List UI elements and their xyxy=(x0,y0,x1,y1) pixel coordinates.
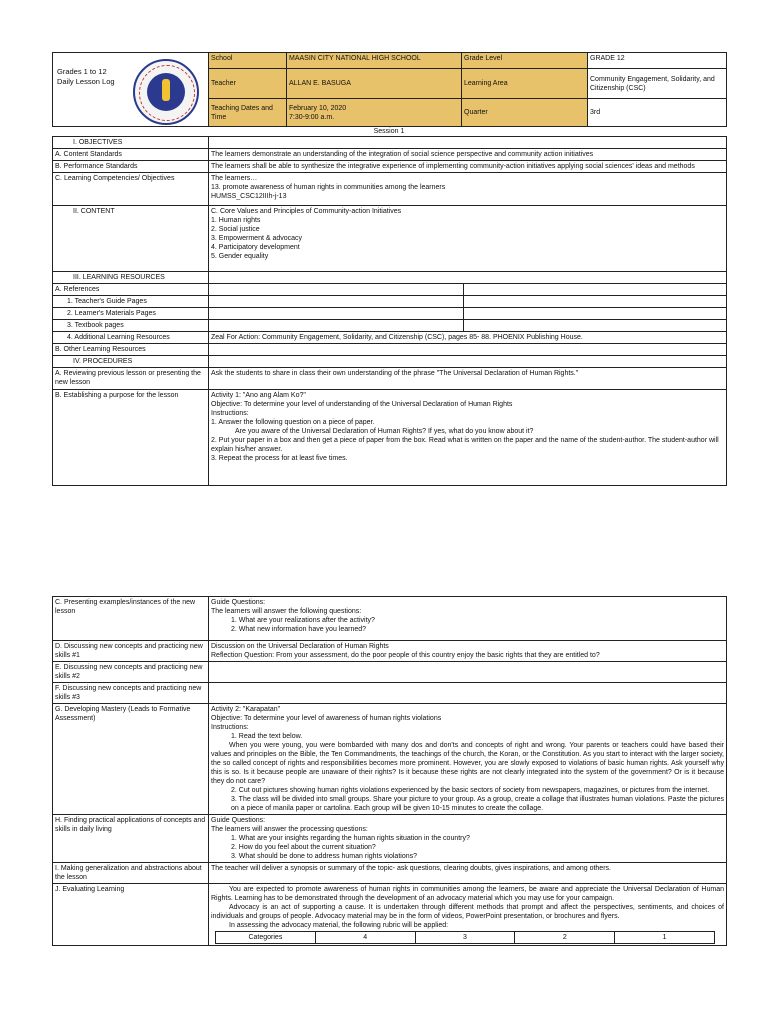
header-table xyxy=(52,52,727,127)
guide-questions-cell xyxy=(209,597,727,641)
main-table xyxy=(52,136,727,486)
activity-2-instructions: Instructions: xyxy=(211,724,249,731)
rubric-header: 4 xyxy=(315,932,415,944)
quarter-value xyxy=(588,99,727,127)
blank-cell xyxy=(209,137,727,149)
activity-1-objective: Objective: To determine your level of understanding of the Universal Declaration of Human Rights xyxy=(211,401,513,408)
evaluation-paragraph: You are expected to promote awareness of human rights in communities among the learners, be aware and appreciate the Universal Declaration of Human Rights. Learning has to be demonstrated through the development of an advocacy material which you may use for your campaign. xyxy=(211,886,724,902)
activity-2-title: Activity 2: "Karapatan" xyxy=(211,706,281,713)
processing-question: 2. How do you feel about the current situation? xyxy=(231,844,376,851)
dates-value: February 10, 2020 7:30-9:00 a.m. xyxy=(287,99,462,127)
activity-1-step-2: 2. Put your paper in a box and then get a piece of paper from the box. Read what is written on the paper and the name of the student-author. The student-author will explain his/her answer. xyxy=(211,437,719,453)
guide-question: 2. What new information have you learned? xyxy=(231,626,367,633)
blank-cell xyxy=(464,308,727,320)
activity-1-step-1: 1. Answer the following question on a piece of paper. xyxy=(211,419,375,426)
rubric-header: Categories xyxy=(216,932,316,944)
quarter-label: Quarter xyxy=(462,99,588,127)
content-heading: II. CONTENT xyxy=(53,206,209,272)
activity-2-reading: When you were young, you were bombarded with many dos and don'ts and concepts of right and wrong. Your parents or teachers could have based their values and principles on the Bible, the Ten Commandments, the teachings of the church, the Koran, or the Constitution. As you start to interact with the larger society, the so called concept of rights and responsibilities becomes more prominent. However, you are slowly exposed to violations of basic human rights. Ask yourself why this is so. Is it because people are unaware of their rights? Is it because these rights are not clearly integrated into the system of the government? Or is it because they do not care? xyxy=(211,742,724,785)
activity-1-title: Activity 1: "Ano ang Alam Ko?" xyxy=(211,392,306,399)
discussing-skills-2-label: E. Discussing new concepts and practicing new skills #2 xyxy=(53,662,209,683)
reviewing-lesson-text: Ask the students to share in class their own understanding of the phrase "The Universal Declaration of Human Rights." xyxy=(209,368,727,390)
school-label: School xyxy=(209,53,287,69)
blank-cell xyxy=(464,320,727,332)
activity-2-cell xyxy=(209,704,727,815)
learners-materials-label: 2. Learner's Materials Pages xyxy=(53,308,209,320)
activity-1-instructions: Instructions: xyxy=(211,410,249,417)
content-line: C. Core Values and Principles of Community-action Initiatives xyxy=(211,208,402,215)
evaluation-paragraph: Advocacy is an act of supporting a cause. It is undertaken through different methods that prompt and affect the perspectives, sentiments, and choices of individuals and groups of people. Advocacy material may be in the form of videos, PowerPoint presentation, or brochures and flyers. xyxy=(211,904,724,920)
activity-1-cell xyxy=(209,390,727,486)
blank-cell xyxy=(209,683,727,704)
objectives-heading: I. OBJECTIVES xyxy=(53,137,209,149)
grade-value: GRADE 12 xyxy=(588,53,727,69)
activity-2-step-3: 3. The class will be divided into small groups. Share your picture to your group. As a group, create a collage that illustrates human violations. Paste the pictures on a piece of manila paper or cartolina. Each group will be given 10-15 minutes to create the collage. xyxy=(231,796,724,812)
content-line: 1. Human rights xyxy=(211,217,261,224)
session-title: Session 1 xyxy=(373,128,405,135)
competencies-label: C. Learning Competencies/ Objectives xyxy=(53,173,209,206)
discussing-skills-1-label: D. Discussing new concepts and practicing new skills #1 xyxy=(53,641,209,662)
teacher-value: ALLAN E. BASUGA xyxy=(287,69,462,99)
content-standards-label: A. Content Standards xyxy=(53,149,209,161)
procedures-heading: IV. PROCEDURES xyxy=(53,356,209,368)
content-standards-text: The learners demonstrate an understanding of the integration of social science perspective and community action initiatives xyxy=(209,149,727,161)
blank-cell xyxy=(209,356,727,368)
textbook-pages-label: 3. Textbook pages xyxy=(53,320,209,332)
content-line: 5. Gender equality xyxy=(211,253,269,260)
blank-cell xyxy=(464,284,727,296)
discussing-skills-3-label: F. Discussing new concepts and practicing new skills #3 xyxy=(53,683,209,704)
blank-cell xyxy=(209,272,727,284)
deped-seal-icon xyxy=(133,59,199,125)
evaluation-cell xyxy=(209,884,727,946)
developing-mastery-label: G. Developing Mastery (Leads to Formative Assessment) xyxy=(53,704,209,815)
references-label: A. References xyxy=(53,284,209,296)
activity-2-objective: Objective: To determine your level of awareness of human rights violations xyxy=(211,715,442,722)
content-list xyxy=(209,206,727,272)
content-line: 3. Empowerment & advocacy xyxy=(211,235,303,242)
content-line: 2. Social justice xyxy=(211,226,260,233)
additional-resources-label: 4. Additional Learning Resources xyxy=(53,332,209,344)
blank-cell xyxy=(209,284,464,296)
content-line: 4. Participatory development xyxy=(211,244,300,251)
log-title: Grades 1 to 12 Daily Lesson Log xyxy=(57,67,115,86)
generalization-label: I. Making generalization and abstractions about the lesson xyxy=(53,863,209,884)
performance-standards-text: The learners shall be able to synthesize the integrative experience of implementing community-action initiatives applying social sciences' ideas and methods xyxy=(209,161,727,173)
guide-questions-intro: The learners will answer the following questions: xyxy=(211,608,362,615)
teacher-label: Teacher xyxy=(209,69,287,99)
blank-cell xyxy=(209,344,727,356)
teachers-guide-label: 1. Teacher's Guide Pages xyxy=(53,296,209,308)
blank-cell xyxy=(209,296,464,308)
other-resources-label: B. Other Learning Resources xyxy=(53,344,209,356)
generalization-text: The teacher will deliver a synopsis or summary of the topic- ask questions, clearing doubts, gives inspirations, and among others. xyxy=(209,863,727,884)
reflection-question: Reflection Question: From your assessment, do the poor people of this country enjoy the basic rights that they are entitled to? xyxy=(211,652,600,659)
activity-2-step-1: 1. Read the text below. xyxy=(231,733,303,740)
competencies-text: The learners… 13. promote awareness of human rights in communities among the learners HUMSS_CSC12IIIh-j-13 xyxy=(209,173,727,206)
area-value: Community Engagement, Solidarity, and Citizenship (CSC) xyxy=(588,69,727,99)
evaluating-learning-label: J. Evaluating Learning xyxy=(53,884,209,946)
header-logo-cell xyxy=(53,53,209,127)
blank-cell xyxy=(209,320,464,332)
processing-questions-intro: The learners will answer the processing questions: xyxy=(211,826,368,833)
performance-standards-label: B. Performance Standards xyxy=(53,161,209,173)
blank-cell xyxy=(209,308,464,320)
processing-question: 3. What should be done to address human rights violations? xyxy=(231,853,418,860)
discussion-cell xyxy=(209,641,727,662)
activity-1-step-3: 3. Repeat the process for at least five times. xyxy=(211,455,348,462)
additional-resources-text: Zeal For Action: Community Engagement, Solidarity, and Citizenship (CSC), pages 85- 88. PHOENIX Publishing House. xyxy=(209,332,727,344)
area-label: Learning Area xyxy=(462,69,588,99)
rubric-table xyxy=(215,931,715,944)
lesson-log-page-2 xyxy=(52,596,726,946)
processing-questions-title: Guide Questions: xyxy=(211,817,266,824)
evaluation-paragraph: In assessing the advocacy material, the following rubric will be applied: xyxy=(229,922,449,929)
processing-questions-cell xyxy=(209,815,727,863)
resources-heading: III. LEARNING RESOURCES xyxy=(53,272,209,284)
practical-applications-label: H. Finding practical applications of concepts and skills in daily living xyxy=(53,815,209,863)
session-row xyxy=(52,127,726,136)
activity-1-question: Are you aware of the Universal Declaration of Human Rights? If yes, what do you know about it? xyxy=(235,428,534,435)
procedures-table xyxy=(52,596,727,946)
blank-cell xyxy=(209,662,727,683)
guide-question: 1. What are your realizations after the activity? xyxy=(231,617,375,624)
rubric-header: 2 xyxy=(515,932,615,944)
rubric-header: 1 xyxy=(615,932,715,944)
school-value: MAASIN CITY NATIONAL HIGH SCHOOL xyxy=(287,53,462,69)
rubric-header: 3 xyxy=(415,932,515,944)
reviewing-lesson-label: A. Reviewing previous lesson or presenting the new lesson xyxy=(53,368,209,390)
lesson-log-page-1 xyxy=(52,52,726,486)
quarter-text: 3rd xyxy=(590,109,601,116)
activity-2-step-2: 2. Cut out pictures showing human rights violations experienced by the basic sectors of society from newspapers, magazines, or pictures from the internet. xyxy=(231,787,710,794)
discussion-topic: Discussion on the Universal Declaration of Human Rights xyxy=(211,643,389,650)
establishing-purpose-label: B. Establishing a purpose for the lesson xyxy=(53,390,209,486)
dates-label: Teaching Dates and Time xyxy=(209,99,287,127)
presenting-examples-label: C. Presenting examples/instances of the new lesson xyxy=(53,597,209,641)
processing-question: 1. What are your insights regarding the human rights situation in the country? xyxy=(231,835,470,842)
blank-cell xyxy=(464,296,727,308)
grade-label: Grade Level xyxy=(462,53,588,69)
guide-questions-title: Guide Questions: xyxy=(211,599,266,606)
